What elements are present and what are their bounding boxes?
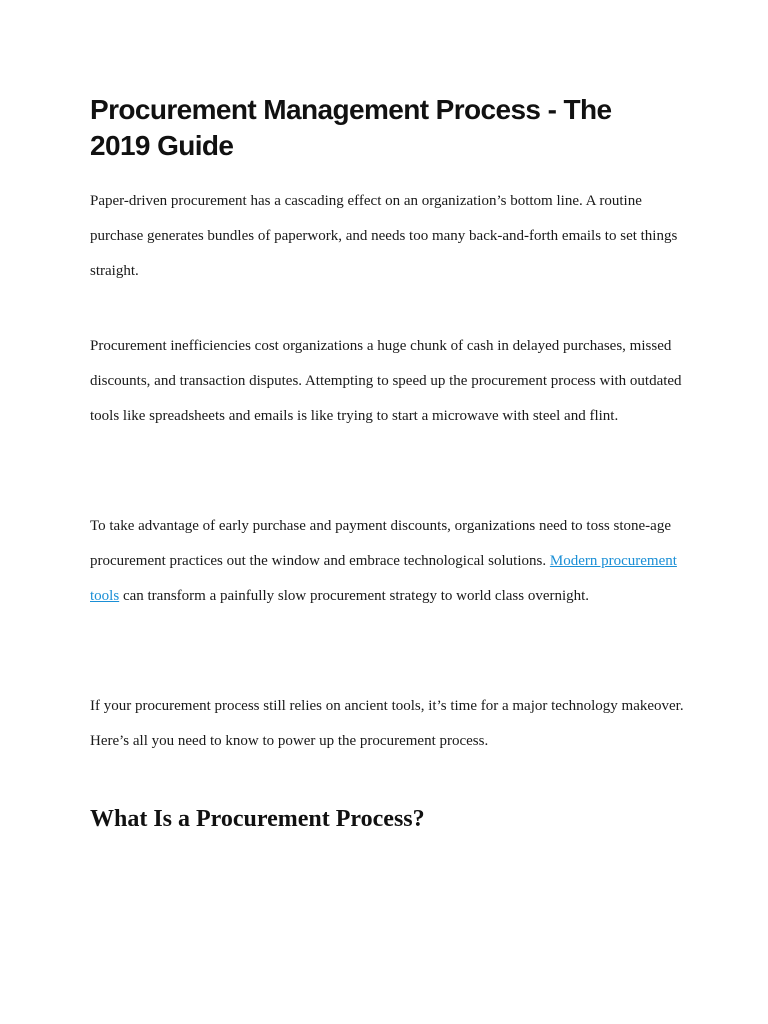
- paragraph-1: Paper-driven procurement has a cascading effect on an organization’s bottom line. A routine purchase generates bundles of paperwork, and needs too many back-and-forth emails to set things straight.: [90, 193, 678, 279]
- page-title: Procurement Management Process - The 2019 Guide: [90, 94, 612, 161]
- section-heading: What Is a Procurement Process?: [90, 806, 425, 832]
- paragraph-3-text-before: To take advantage of early purchase and payment discounts, organizations need to toss stone-age procurement practices out the window and embrace technological solutions.: [90, 518, 671, 569]
- paragraph-3-text-after: can transform a painfully slow procurement strategy to world class overnight.: [119, 588, 590, 604]
- paragraph-3: [90, 509, 690, 614]
- paragraph-4: If your procurement process still relies on ancient tools, it’s time for a major technology makeover. Here’s all you need to know to power up the procurement process.: [90, 698, 684, 749]
- paragraph-2: Procurement inefficiencies cost organizations a huge chunk of cash in delayed purchases, missed discounts, and transaction disputes. Attempting to speed up the procurement process with outdated tools like spreadsheets and emails is like trying to start a microwave with steel and flint.: [90, 338, 682, 424]
- modern-procurement-tools-link[interactable]: Modern procurement tools: [90, 553, 677, 604]
